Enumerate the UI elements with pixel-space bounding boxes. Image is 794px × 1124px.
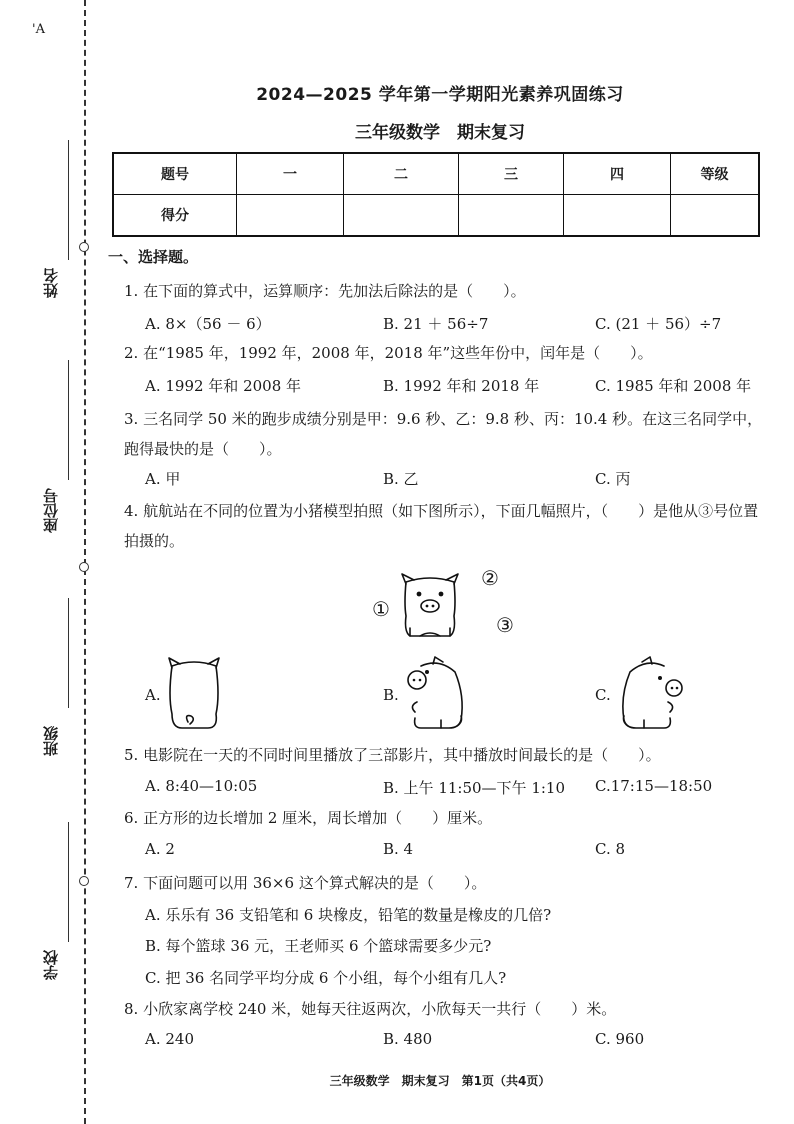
q4-option-a-pig-back[interactable] bbox=[164, 656, 224, 732]
table-header-cell: 一 bbox=[237, 153, 344, 195]
pig-model-front bbox=[398, 570, 462, 642]
question-number-row bbox=[113, 153, 759, 195]
q5-option-c[interactable]: C.17:15—18:50 bbox=[595, 777, 713, 795]
q2-option-b[interactable]: B. 1992 年和 2018 年 bbox=[383, 377, 540, 395]
question-8: 8. 小欣家离学校 240 米，她每天往返两次，小欣每天一共行（ ）米。 bbox=[124, 1000, 617, 1018]
q2-option-c[interactable]: C. 1985 年和 2008 年 bbox=[595, 377, 752, 395]
q7-option-b[interactable]: B. 每个篮球 36 元，王老师买 6 个篮球需要多少元? bbox=[145, 937, 492, 955]
question-5: 5. 电影院在一天的不同时间里播放了三部影片，其中播放时间最长的是（ ）。 bbox=[124, 746, 661, 764]
cut-circle bbox=[79, 242, 89, 252]
q4-option-c-label[interactable]: C. bbox=[595, 686, 611, 704]
q4-option-b-label[interactable]: B. bbox=[383, 686, 399, 704]
score-label-cell: 得分 bbox=[113, 195, 237, 237]
score-cell[interactable] bbox=[459, 195, 564, 237]
table-header-cell: 题号 bbox=[113, 153, 237, 195]
seat-number-label: 座位号 bbox=[42, 488, 60, 533]
cut-circle bbox=[79, 876, 89, 886]
q7-option-a[interactable]: A. 乐乐有 36 支铅笔和 6 块橡皮，铅笔的数量是橡皮的几倍? bbox=[145, 906, 552, 924]
question-2: 2. 在“1985 年，1992 年，2008 年，2018 年”这些年份中，闰年是（ ）。 bbox=[124, 344, 653, 362]
q6-option-c[interactable]: C. 8 bbox=[595, 840, 626, 858]
score-cell[interactable] bbox=[671, 195, 760, 237]
name-rule bbox=[68, 140, 69, 260]
section-heading: 一、选择题。 bbox=[108, 248, 199, 266]
q3-option-b[interactable]: B. 乙 bbox=[383, 470, 419, 488]
table-header-cell: 二 bbox=[344, 153, 459, 195]
page-footer: 三年级数学 期末复习 第1页（共4页） bbox=[329, 1074, 551, 1088]
class-rule bbox=[68, 598, 69, 708]
table-header-cell: 等级 bbox=[671, 153, 760, 195]
q8-option-a[interactable]: A. 240 bbox=[145, 1030, 194, 1048]
q4-option-a-label[interactable]: A. bbox=[145, 686, 161, 704]
name-label: 姓名 bbox=[42, 268, 60, 298]
table-header-cell: 三 bbox=[459, 153, 564, 195]
score-cell[interactable] bbox=[344, 195, 459, 237]
question-1: 1. 在下面的算式中，运算顺序：先加法后除法的是（ ）。 bbox=[124, 282, 526, 300]
name-field[interactable] bbox=[40, 140, 80, 310]
q3-option-a[interactable]: A. 甲 bbox=[145, 470, 181, 488]
q6-option-b[interactable]: B. 4 bbox=[383, 840, 414, 858]
q8-option-b[interactable]: B. 480 bbox=[383, 1030, 433, 1048]
class-field[interactable] bbox=[40, 598, 80, 768]
q1-option-c[interactable]: C. (21 ＋ 56）÷7 bbox=[595, 315, 722, 333]
corner-mark: 'A bbox=[32, 22, 45, 37]
score-cell[interactable] bbox=[237, 195, 344, 237]
q4-option-c-pig-side-right[interactable] bbox=[614, 656, 688, 732]
q7-option-c[interactable]: C. 把 36 名同学平均分成 6 个小组，每个小组有几人? bbox=[145, 969, 507, 987]
score-table bbox=[112, 152, 760, 237]
q4-option-b-pig-side-left[interactable] bbox=[401, 656, 471, 732]
page-subtitle: 三年级数学 期末复习 bbox=[355, 123, 525, 143]
q6-option-a[interactable]: A. 2 bbox=[145, 840, 175, 858]
score-row bbox=[113, 195, 759, 237]
q8-option-c[interactable]: C. 960 bbox=[595, 1030, 645, 1048]
table-header-cell: 四 bbox=[564, 153, 671, 195]
seat-number-field[interactable] bbox=[40, 360, 80, 550]
q3-option-c[interactable]: C. 丙 bbox=[595, 470, 631, 488]
school-field[interactable] bbox=[40, 822, 80, 992]
class-label: 班级 bbox=[42, 726, 60, 756]
q1-option-a[interactable]: A. 8×（56 － 6） bbox=[145, 315, 271, 333]
page-title: 2024—2025 学年第一学期阳光素养巩固练习 bbox=[256, 85, 624, 105]
seat-number-rule bbox=[68, 360, 69, 480]
q2-option-a[interactable]: A. 1992 年和 2008 年 bbox=[145, 377, 302, 395]
question-4: 4. 航航站在不同的位置为小猪模型拍照（如下图所示），下面几幅照片，（ ）是他从③号位置拍摄的。 bbox=[124, 502, 759, 550]
q5-option-b[interactable]: B. 上午 11:50—下午 1:10 bbox=[383, 779, 566, 797]
school-label: 学校 bbox=[42, 950, 60, 980]
position-2-label: ② bbox=[481, 566, 499, 590]
school-rule bbox=[68, 822, 69, 942]
cut-circle bbox=[79, 562, 89, 572]
position-1-label: ① bbox=[372, 597, 390, 621]
question-6: 6. 正方形的边长增加 2 厘米，周长增加（ ）厘米。 bbox=[124, 809, 493, 827]
score-cell[interactable] bbox=[564, 195, 671, 237]
position-3-label: ③ bbox=[496, 613, 514, 637]
question-7: 7. 下面问题可以用 36×6 这个算式解决的是（ ）。 bbox=[124, 874, 487, 892]
question-3: 3. 三名同学 50 米的跑步成绩分别是甲：9.6 秒、乙：9.8 秒、丙：10.4 秒。在这三名同学中，跑得最快的是（ ）。 bbox=[124, 410, 763, 458]
q5-option-a[interactable]: A. 8:40—10:05 bbox=[145, 777, 258, 795]
q1-option-b[interactable]: B. 21 ＋ 56÷7 bbox=[383, 315, 489, 333]
